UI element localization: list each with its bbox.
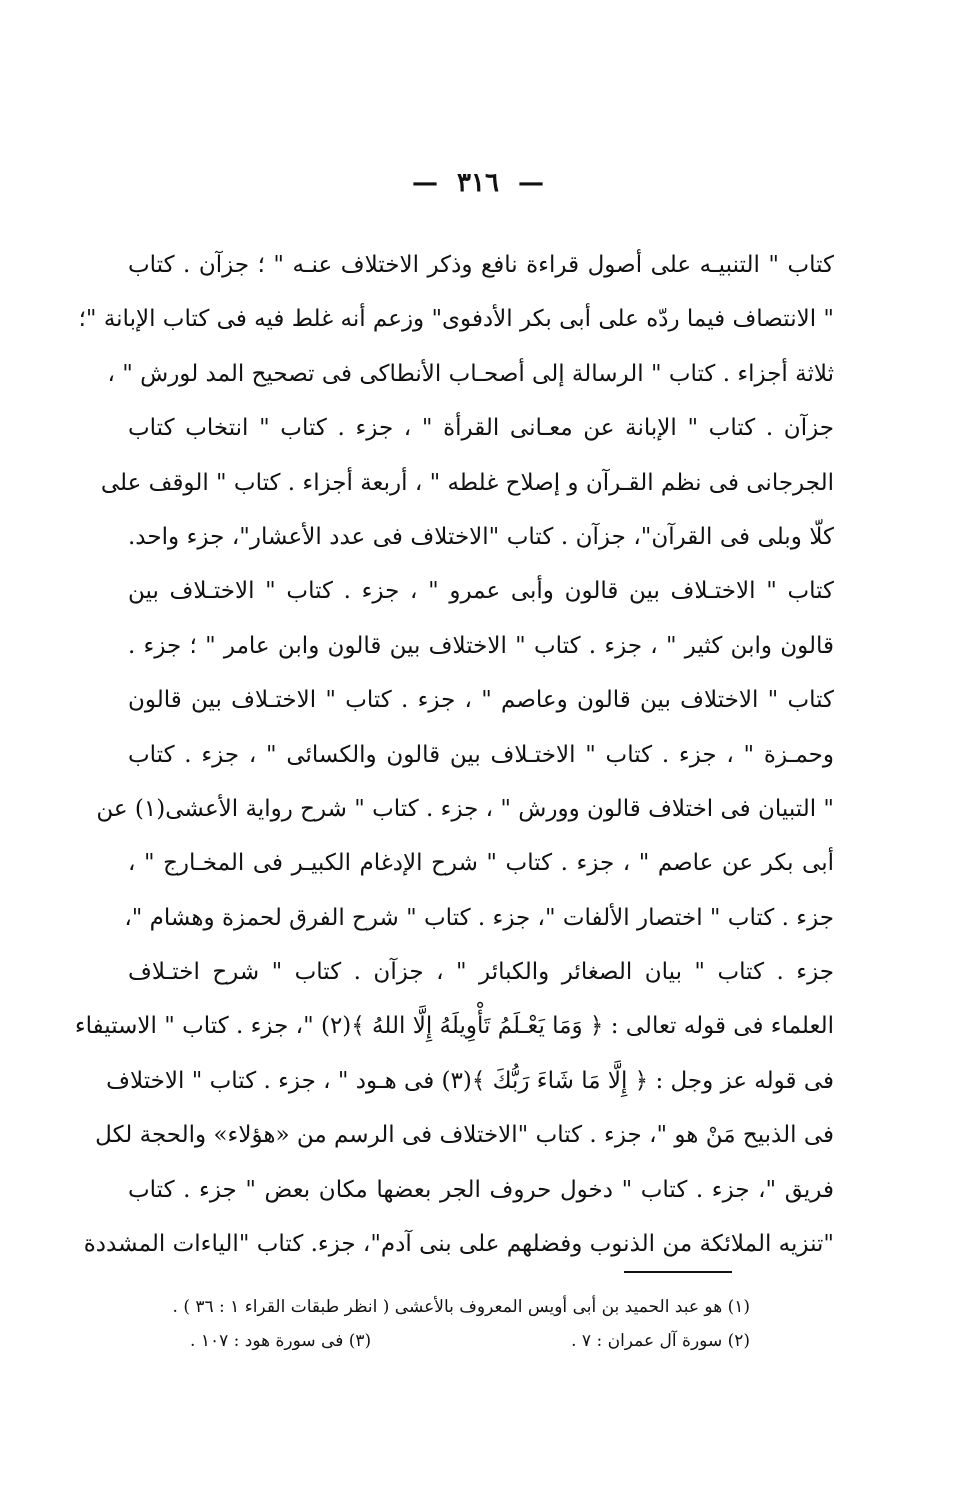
text-line: قالون وابن كثير " ، جزء . كتاب " الاختلاف بين قالون وابن عامر " ؛ جزء . [128,632,834,659]
footnote-row-2 [190,1324,750,1358]
text-line: كتاب " الاختـلاف بين قالون وأبى عمرو " ، جزء . كتاب " الاختـلاف بين [128,578,834,605]
text-line: فريق "، جزء . كتاب " دخول حروف الجر بعضها مكان بعض " جزء . كتاب [128,1176,834,1203]
text-line: كتاب " الاختلاف بين قالون وعاصم " ، جزء . كتاب " الاختـلاف بين قالون [128,687,834,714]
text-line: جزء . كتاب " اختصار الألفات "، جزء . كتاب " شرح الفرق لحمزة وهشام "، [124,904,834,931]
text-line: ثلاثة أجزاء . كتاب " الرسالة إلى أصحـاب الأنطاكى فى تصحيح المد لورش " ، [107,360,834,387]
text-line: الجرجانى فى نظم القـرآن و إصلاح غلطه " ، أربعة أجزاء . كتاب " الوقف على [100,469,834,496]
text-line: " التبيان فى اختلاف قالون وورش " ، جزء . كتاب " شرح رواية الأعشى(١) عن [96,795,834,822]
page-number [0,168,956,198]
footnote-2: (٢) سورة آل عمران : ٧ . [571,1331,750,1351]
footnote-1: (١) هو عبد الحميد بن أبى أويس المعروف بالأعشى ( انظر طبقات القراء ١ : ٣٦ ) . [172,1297,750,1317]
body-text [74,238,834,1271]
text-line: كتاب " التنبيـه على أصول قراءة نافع وذكر الاختلاف عنـه " ؛ جزآن . كتاب [128,252,834,278]
footnote-divider [624,1271,732,1273]
text-line: "تنزيه الملائكة من الذنوب وفضلهم على بنى آدم"، جزء. كتاب "الياءات المشددة [83,1231,834,1258]
text-line: فى قوله عز وجل : ﴿ إِلَّا مَا شَاءَ رَبُّكَ ﴾(٣) فى هـود " ، جزء . كتاب " الاختلاف [106,1067,834,1094]
text-line: كلّا وبلى فى القرآن"، جزآن . كتاب "الاختلاف فى عدد الأعشار"، جزء واحد. [128,523,834,550]
footnotes [172,1290,750,1358]
footnote-3: (٣) فى سورة هود : ١٠٧ . [190,1331,372,1351]
page-number-value: ٣١٦ [457,168,499,198]
page-number-dash-left: — [411,168,438,198]
text-line: " الانتصاف فيما ردّه على أبى بكر الأدفوى" وزعم أنه غلط فيه فى كتاب الإبانة "؛ [78,306,834,333]
text-line: وحمـزة " ، جزء . كتاب " الاختـلاف بين قالون والكسائى " ، جزء . كتاب [128,741,834,768]
page-number-dash-right: — [518,168,545,198]
text-line: أبى بكر عن عاصم " ، جزء . كتاب " شرح الإدغام الكبيـر فى المخـارج " ، [128,850,834,877]
text-line: جزآن . كتاب " الإبانة عن معـانى القرأة " ، جزء . كتاب " انتخاب كتاب [128,415,834,442]
text-line: جزء . كتاب " بيان الصغائر والكبائر " ، جزآن . كتاب " شرح اختـلاف [128,959,834,986]
text-line: فى الذبيح مَنْ هو "، جزء . كتاب "الاختلاف فى الرسم من «هؤلاء» والحجة لكل [95,1122,834,1149]
text-line: العلماء فى قوله تعالى : ﴿ وَمَا يَعْـلَمُ تَأْوِيلَهُ إِلَّا اللهُ ﴾(٢) "، جزء . كتاب " الاستيفاء [74,1013,834,1040]
